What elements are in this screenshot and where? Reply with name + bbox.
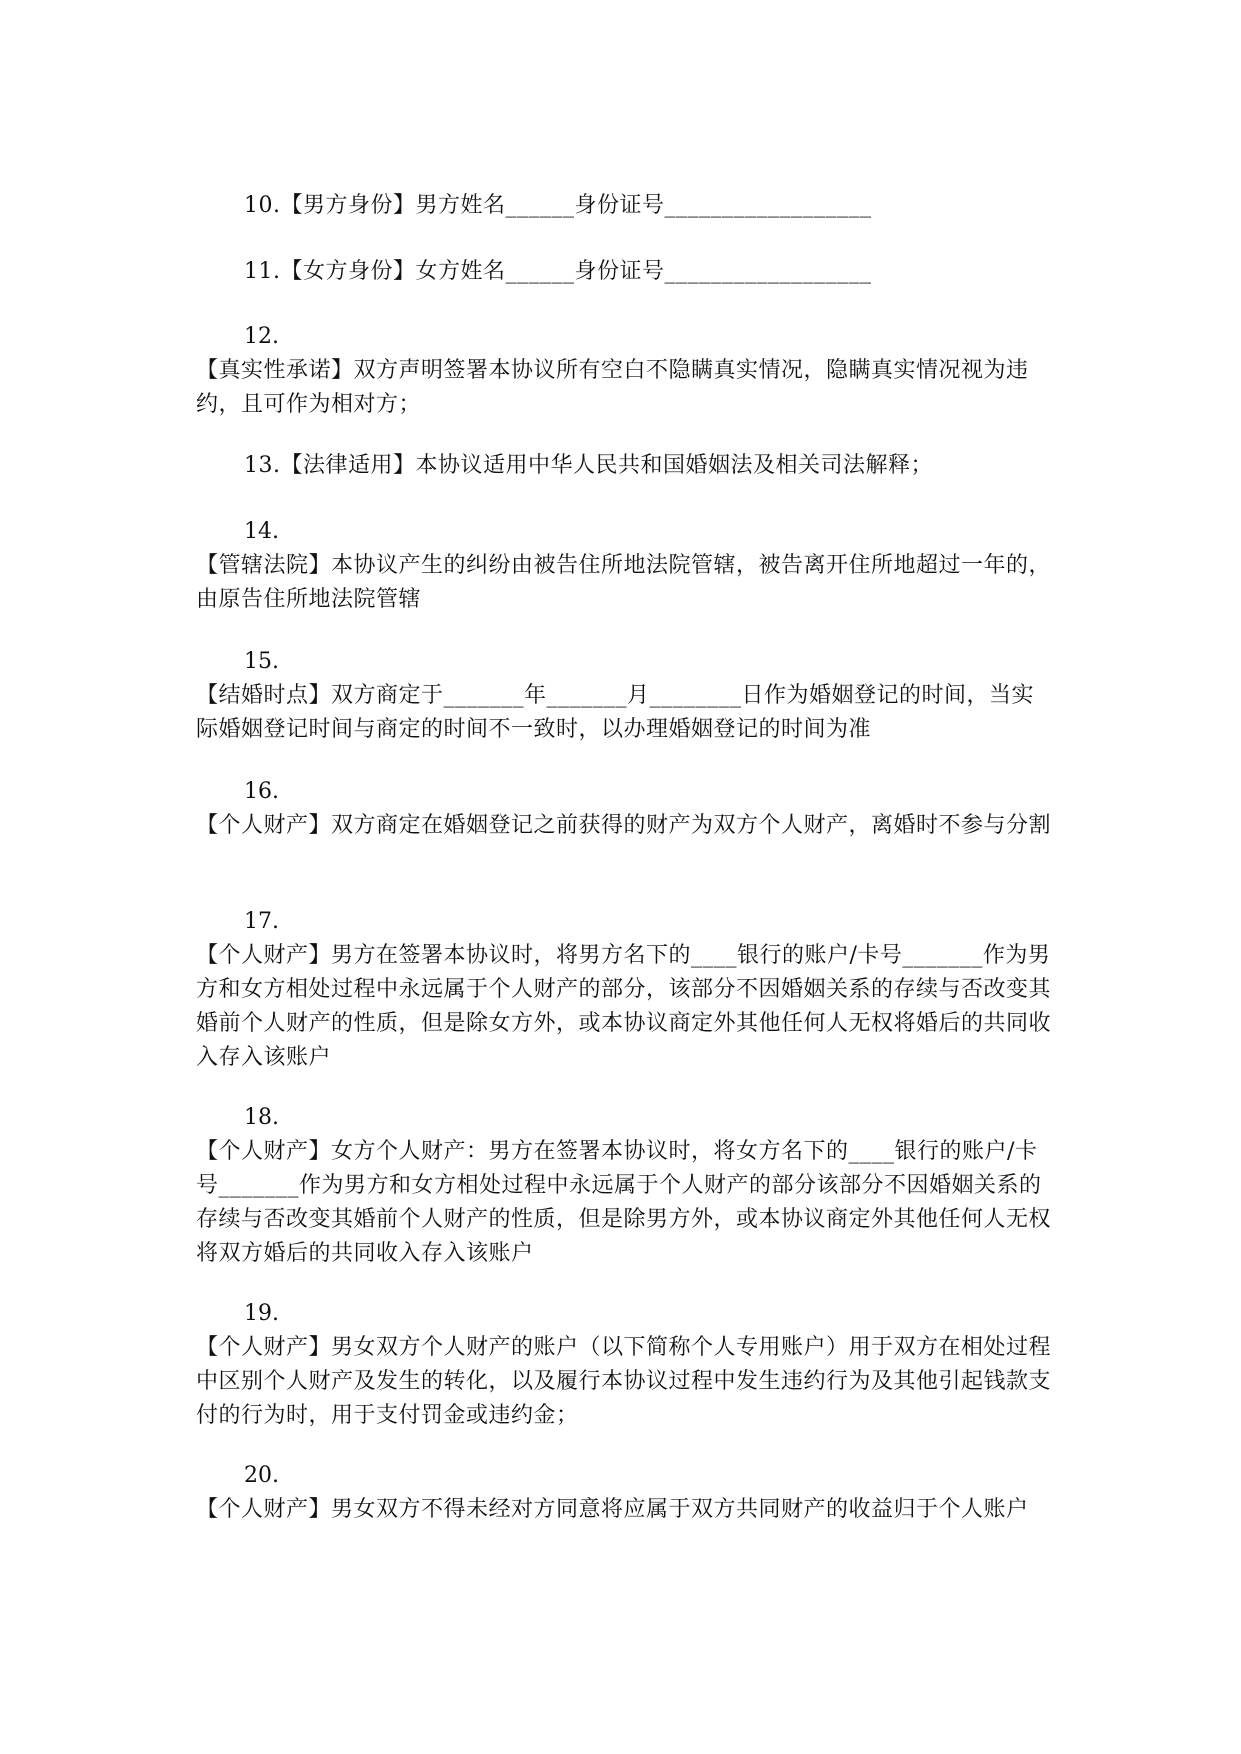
clause-20-text: 【个人财产】男女双方不得未经对方同意将应属于双方共同财产的收益归于个人账户 <box>196 1497 1029 1522</box>
clause-15-text: 【结婚时点】双方商定于_______年_______月________日作为婚姻登记的时间，当实际婚姻登记时间与商定的时间不一致时，以办理婚姻登记的时间为准 <box>196 683 1035 742</box>
clause-16-text: 【个人财产】双方商定在婚姻登记之前获得的财产为双方个人财产，离婚时不参与分割 <box>196 813 1052 838</box>
clause-13 <box>244 449 1056 483</box>
clause-14-text: 【管辖法院】本协议产生的纠纷由被告住所地法院管辖，被告离开住所地超过一年的，由原告住所地法院管辖 <box>196 553 1052 612</box>
clause-10-number: 10. <box>244 193 281 218</box>
clause-13-number: 13. <box>244 453 281 478</box>
clause-10 <box>244 189 1056 223</box>
clause-20-number: 20. <box>244 1463 279 1488</box>
clause-17-number: 17. <box>244 909 279 934</box>
clause-10-text: 【男方身份】男方姓名______身份证号__________________ <box>280 193 872 218</box>
clause-17-text: 【个人财产】男方在签署本协议时，将男方名下的____银行的账户/卡号_______作为男方和女方相处过程中永远属于个人财产的部分，该部分不因婚姻关系的存续与否改变其婚前个人财产的性质，但是除女方外，或本协议商定外其他任何人无权将婚后的共同收入存入该账户 <box>196 943 1052 1070</box>
clause-16-number: 16. <box>244 779 279 804</box>
clause-18-text: 【个人财产】女方个人财产：男方在签署本协议时，将女方名下的____银行的账户/卡号_______作为男方和女方相处过程中永远属于个人财产的部分该部分不因婚姻关系的存续与否改变其婚前个人财产的性质，但是除男方外，或本协议商定外其他任何人无权将双方婚后的共同收入存入该账户 <box>196 1139 1052 1266</box>
clause-15-number: 15. <box>244 649 279 674</box>
clause-18-number: 18. <box>244 1105 279 1130</box>
clause-11-number: 11. <box>244 259 281 284</box>
clause-12-number: 12. <box>244 324 279 349</box>
clause-19-number: 19. <box>244 1301 279 1326</box>
clause-14-number: 14. <box>244 519 279 544</box>
clause-12-text: 【真实性承诺】双方声明签署本协议所有空白不隐瞒真实情况，隐瞒真实情况视为违约，且可作为相对方； <box>196 358 1029 417</box>
clause-13-text: 【法律适用】本协议适用中华人民共和国婚姻法及相关司法解释； <box>280 453 934 478</box>
clause-11 <box>244 255 1056 289</box>
clause-11-text: 【女方身份】女方姓名______身份证号__________________ <box>280 259 872 284</box>
clause-19-text: 【个人财产】男女双方个人财产的账户（以下简称个人专用账户）用于双方在相处过程中区别个人财产及发生的转化，以及履行本协议过程中发生违约行为及其他引起钱款支付的行为时，用于支付罚金或违约金； <box>196 1335 1052 1428</box>
